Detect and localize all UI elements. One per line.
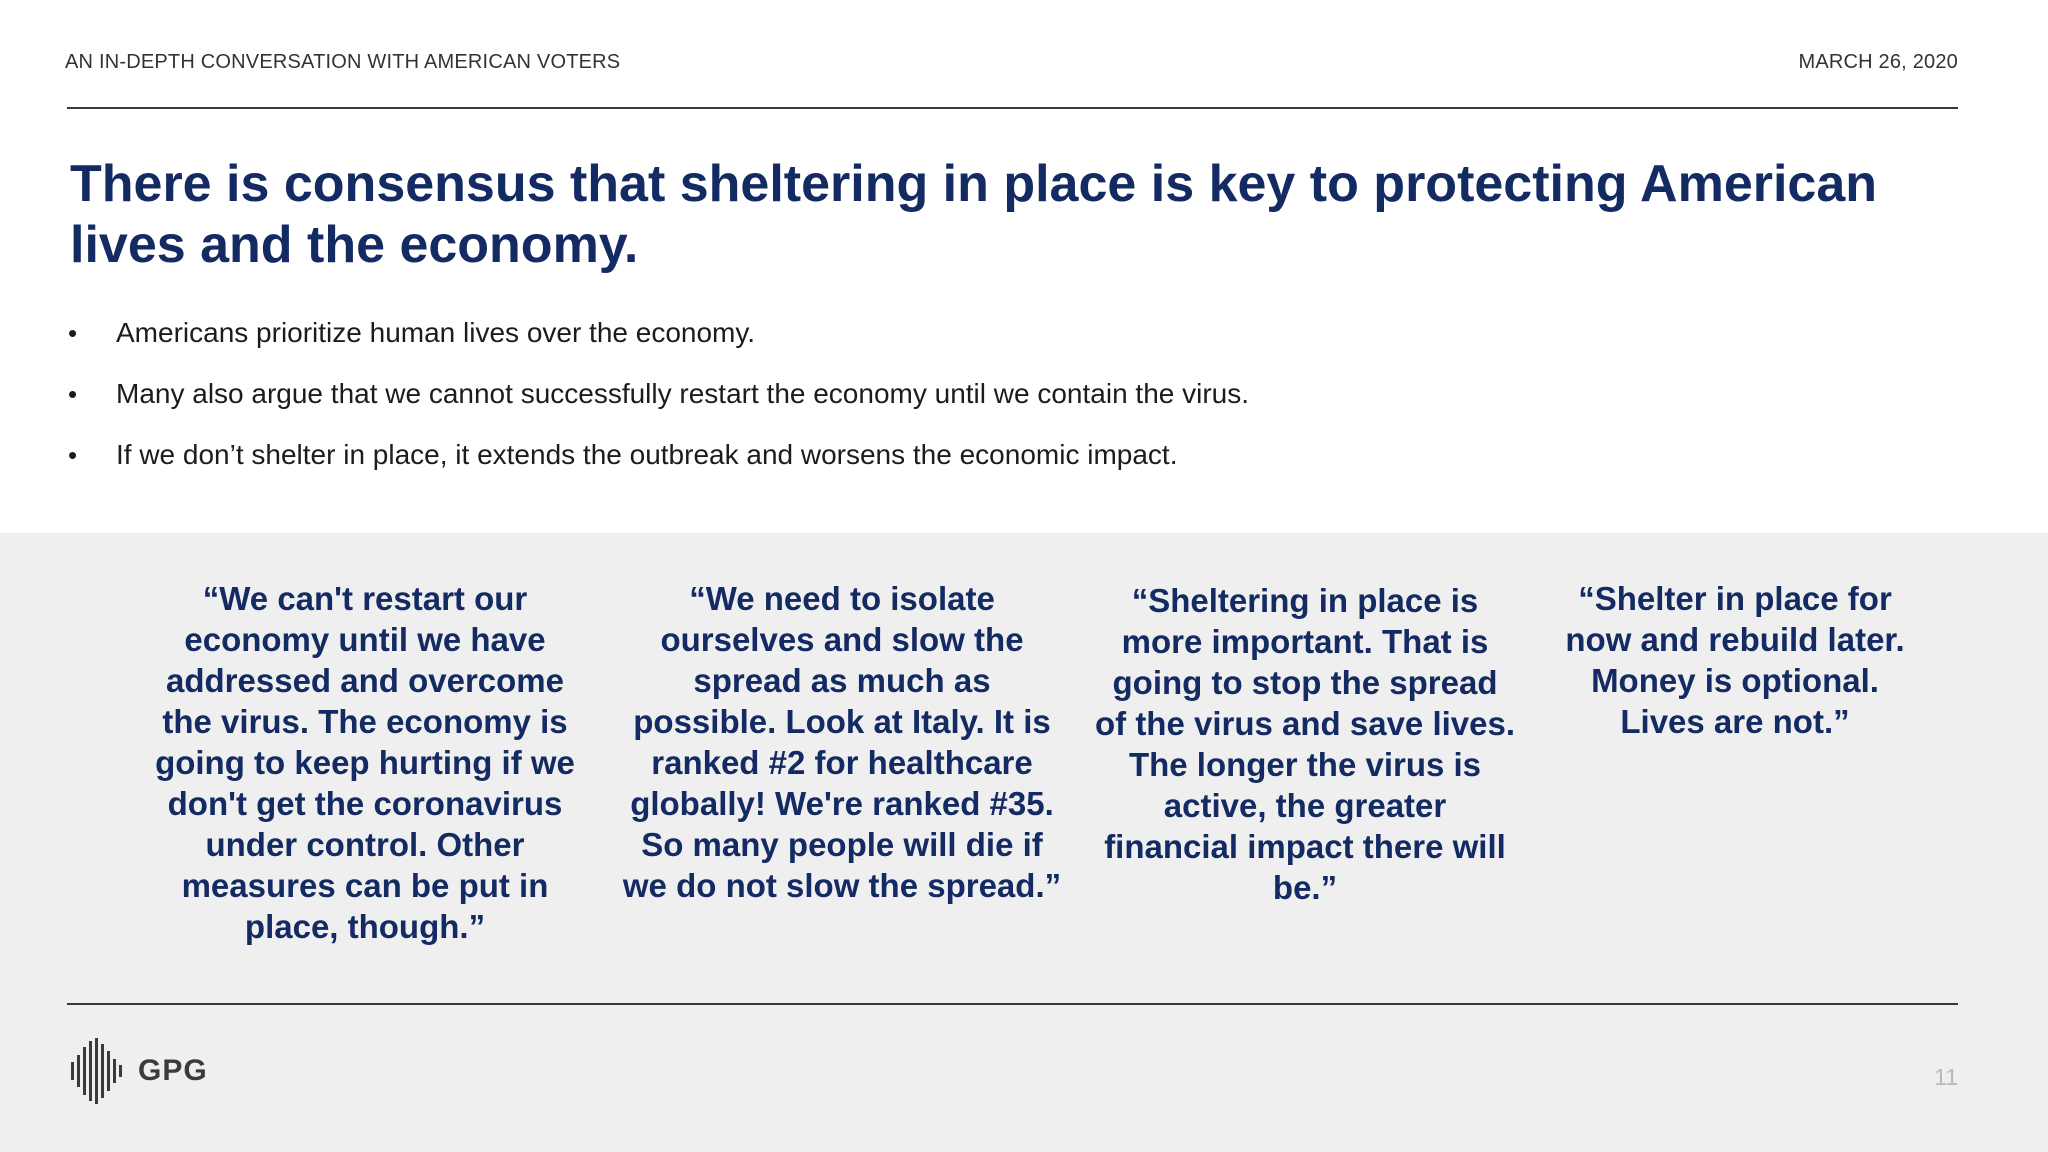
bullet-text: Many also argue that we cannot successfully restart the economy until we contain the virus. (116, 378, 1250, 409)
page-number: 11 (1934, 1064, 1958, 1090)
bullet-marker: • (68, 379, 78, 409)
quote-1: “We can't restart our economy until we have addressed and overcome the virus. The economy is going to keep hurting if we don't get the coronavirus under control. Other measures can be put in place, though.” (155, 580, 575, 945)
bullet-item (66, 310, 1866, 371)
quote-3: “Sheltering in place is more important. That is going to stop the spread of the virus and save lives. The longer the virus is active, the greater financial impact there will be.” (1095, 582, 1516, 906)
bullet-item (66, 371, 1866, 432)
bullet-text: If we don’t shelter in place, it extends the outbreak and worsens the economic impact. (116, 439, 1178, 470)
gpg-logo (70, 1038, 208, 1104)
slide-title: There is consensus that sheltering in place is key to protecting American lives and the economy. (70, 155, 1878, 274)
quote-2: “We need to isolate ourselves and slow the spread as much as possible. Look at Italy. It is ranked #2 for healthcare globally! We're ranked #35. So many people will die if we do not slow the spread.” (622, 580, 1062, 904)
bullet-marker: • (68, 440, 78, 470)
quote-4: “Shelter in place for now and rebuild later. Money is optional. Lives are not.” (1565, 580, 1905, 740)
logo-wordmark: GPG (138, 1054, 208, 1087)
bullet-item (66, 432, 1866, 493)
header-subtitle: AN IN-DEPTH CONVERSATION WITH AMERICAN VOTERS (65, 50, 621, 73)
bullet-marker: • (68, 318, 78, 348)
header-date: MARCH 26, 2020 (1798, 50, 1958, 73)
soundwave-icon (70, 1038, 122, 1104)
top-divider (67, 107, 1958, 109)
header-bar (65, 50, 1958, 74)
bullet-list (66, 310, 1866, 493)
bottom-divider (67, 1003, 1958, 1005)
bullet-text: Americans prioritize human lives over the economy. (116, 317, 756, 348)
